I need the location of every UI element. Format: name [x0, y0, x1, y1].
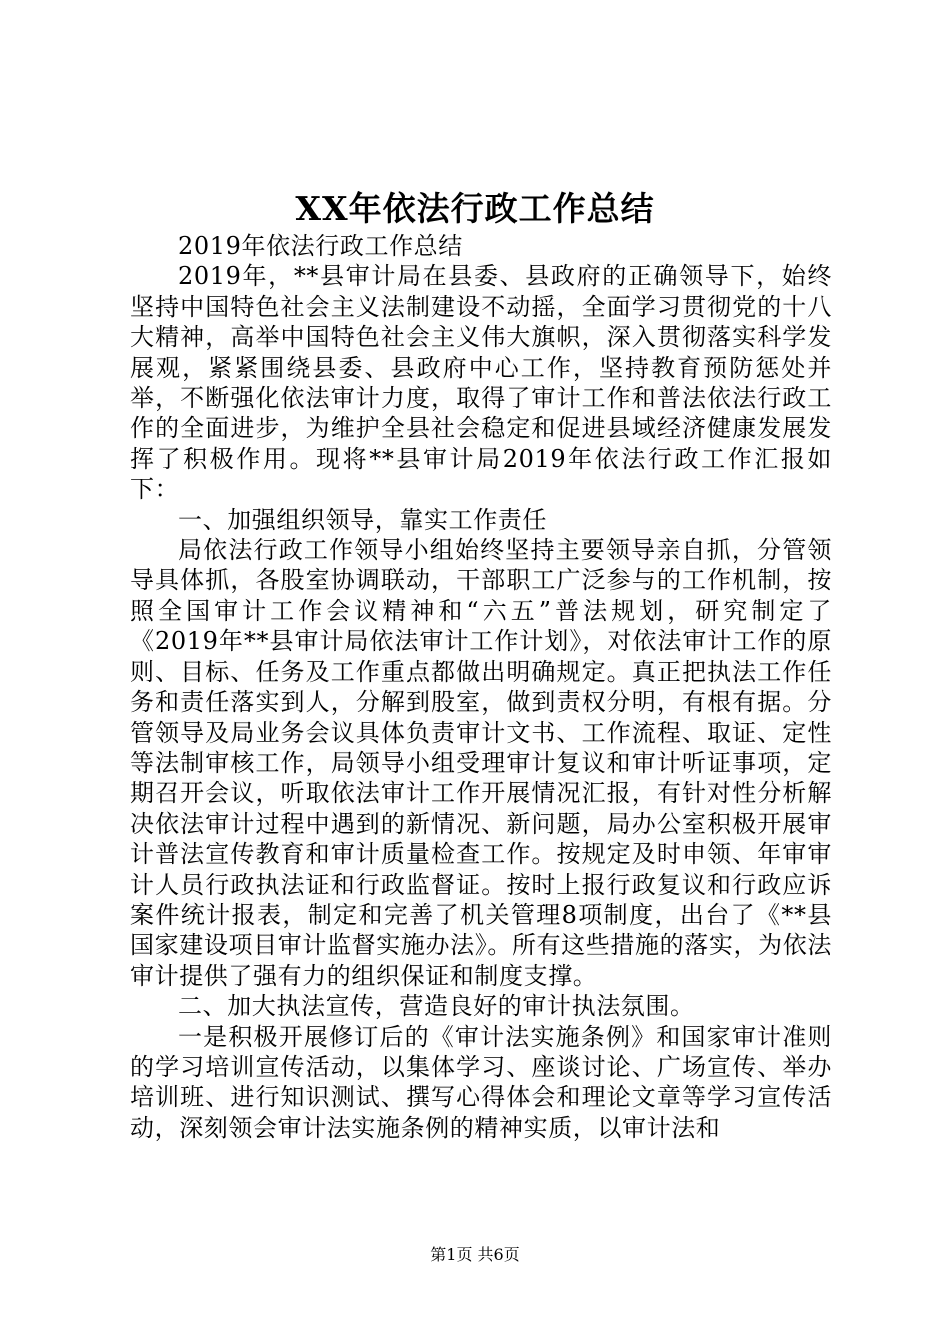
paragraph-subtitle: 2019年依法行政工作总结	[178, 232, 463, 260]
paragraph-section-1: 局依法行政工作领导小组始终坚持主要领导亲自抓，分管领导具体抓，各股室协调联动，干部职工广泛参与的工作机制，按照全国审计工作会议精神和“六五”普法规划，研究制定了《2019年**县审计局依法审计工作计划》，对依法审计工作的原则、目标、任务及工作重点都做出明确规定。真正把执法工作任务和责任落实到人，分解到股室，做到责权分明，有根有据。分管领导及局业务会议具体负责审计文书、工作流程、取证、定性等法制审核工作，局领导小组受理审计复议和审计听证事项，定期召开会议，听取依法审计工作开展情况汇报，有针对性分析解决依法审计过程中遇到的新情况、新问题，局办公室积极开展审计普法宣传教育和审计质量检查工作。按规定及时申领、年审审计人员行政执法证和行政监督证。按时上报行政复议和行政应诉案件统计报表，制定和完善了机关管理8项制度，出台了《**县国家建设项目审计监督实施办法》。所有这些措施的落实，为依法审计提供了强有力的组织保证和制度支撑。	[130, 536, 832, 990]
paragraph-section-2: 一是积极开展修订后的《审计法实施条例》和国家审计准则的学习培训宣传活动，以集体学习、座谈讨论、广场宣传、举办培训班、进行知识测试、撰写心得体会和理论文章等学习宣传活动，深刻领会审计法实施条例的精神实质，以审计法和	[130, 1022, 832, 1142]
paragraph-intro: 2019年，**县审计局在县委、县政府的正确领导下，始终坚持中国特色社会主义法制建设不动摇，全面学习贯彻党的十八大精神，高举中国特色社会主义伟大旗帜，深入贯彻落实科学发展观，紧紧围绕县委、县政府中心工作，坚持教育预防惩处并举，不断强化依法审计力度，取得了审计工作和普法依法行政工作的全面进步，为维护全县社会稳定和促进县域经济健康发展发挥了积极作用。现将**县审计局2019年依法行政工作汇报如下：	[130, 262, 832, 504]
section-heading-2: 二、加大执法宣传，营造良好的审计执法氛围。	[178, 992, 695, 1021]
document-body	[130, 231, 832, 1143]
page-footer: 第1页 共6页	[430, 1245, 520, 1264]
document-title: XX年依法行政工作总结	[295, 189, 655, 228]
section-heading-1: 一、加强组织领导，靠实工作责任	[178, 505, 547, 534]
